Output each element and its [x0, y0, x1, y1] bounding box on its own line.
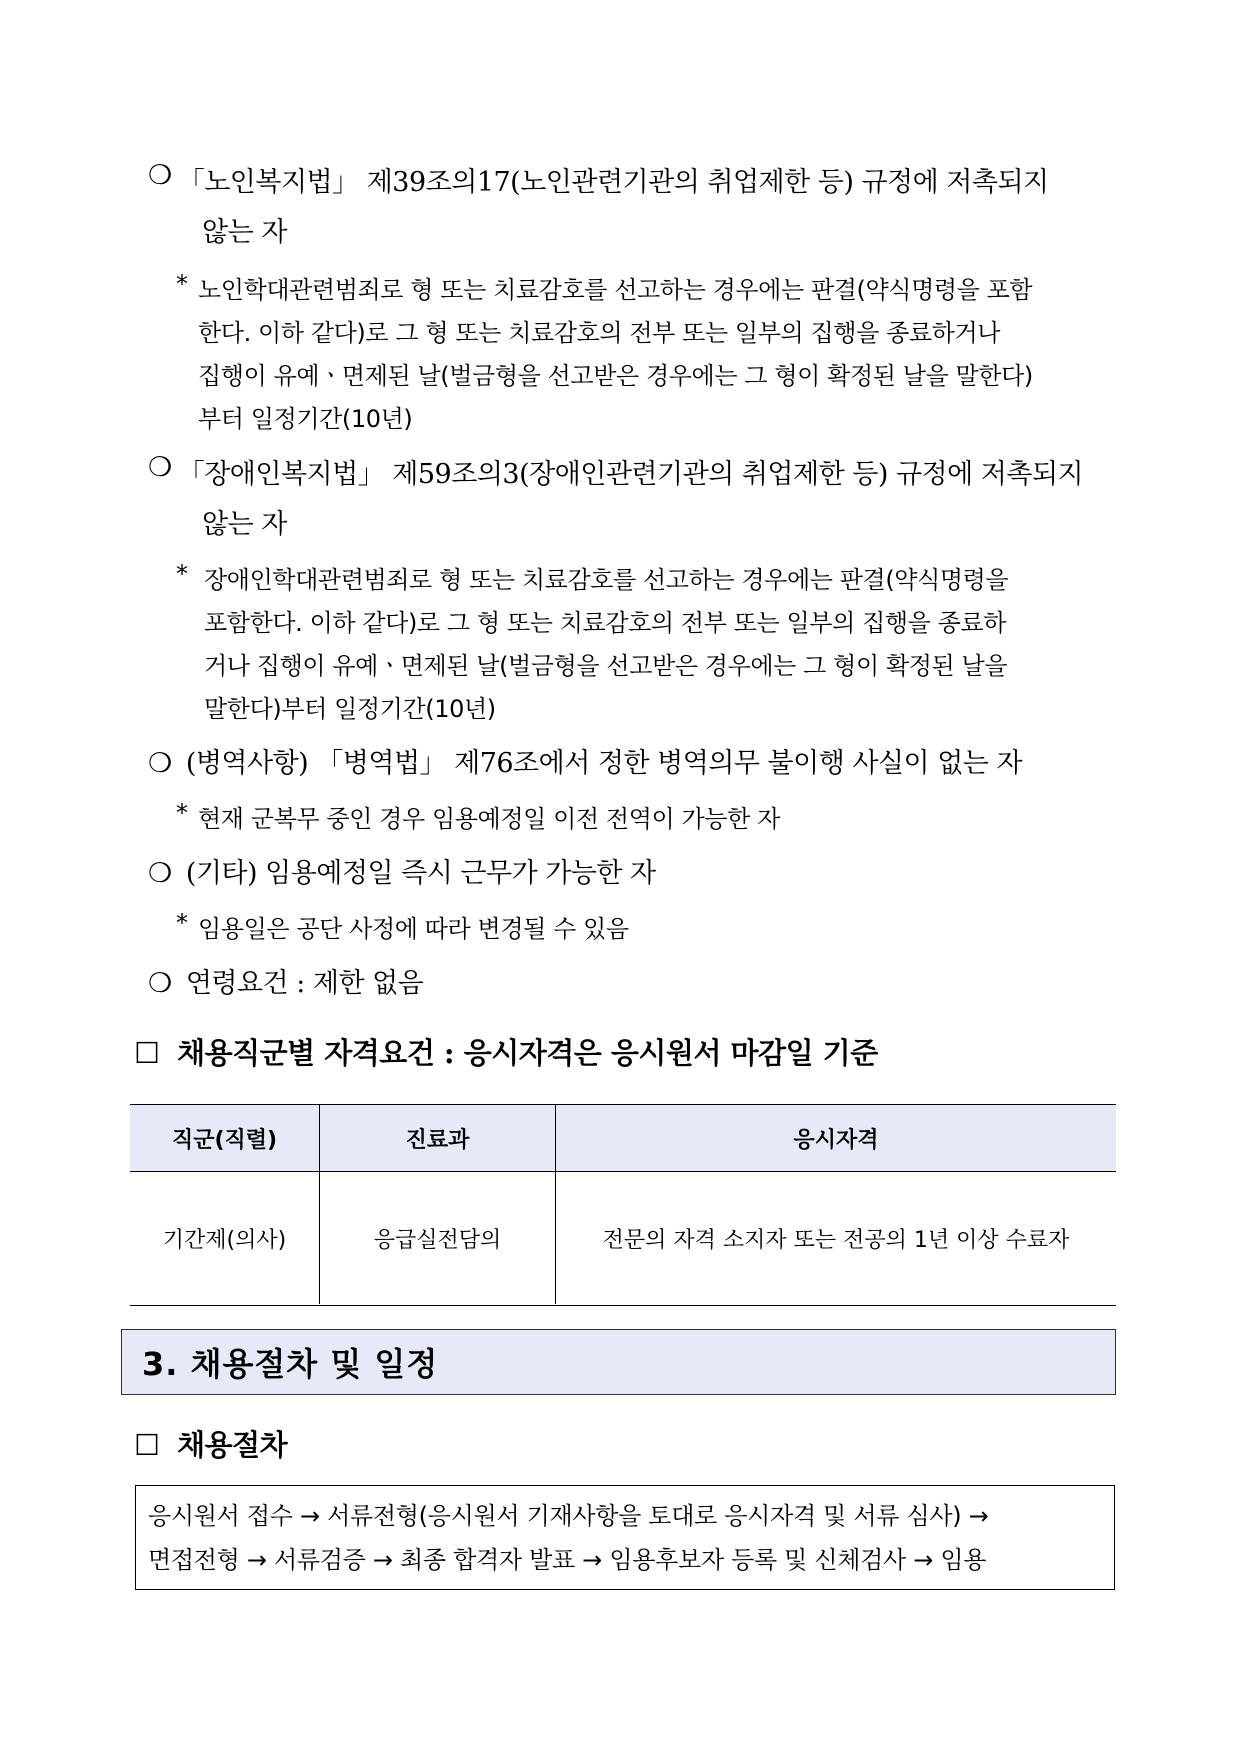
item-elderly-welfare-line1: ❍ 「노인복지법」 제39조의17(노인관련기관의 취업제한 등) 규정에 저촉되지: [148, 160, 1049, 198]
note-military: 현재 군복무 중인 경우 임용예정일 이전 전역이 가능한 자: [198, 805, 780, 833]
note-other: 임용일은 공단 사정에 따라 변경될 수 있음: [198, 915, 629, 943]
note-elderly-line2: 한다. 이하 같다)로 그 형 또는 치료감호의 전부 또는 일부의 집행을 종료하거나: [198, 319, 1001, 347]
note-disability-line2: 포함한다. 이하 같다)로 그 형 또는 치료감호의 전부 또는 일부의 집행을 종료하: [204, 609, 1007, 637]
section-title: 3. 채용절차 및 일정: [142, 1345, 439, 1383]
note-elderly-line3: 집행이 유예ㆍ면제된 날(벌금형을 선고받은 경우에는 그 형이 확정된 날을 말한다): [198, 362, 1033, 390]
item-age-requirement: ❍ 연령요건 : 제한 없음: [148, 968, 424, 999]
qualification-heading: ☐ 채용직군별 자격요건 : 응시자격은 응시원서 마감일 기준: [134, 1036, 878, 1070]
note-elderly-line4: 부터 일정기간(10년): [198, 405, 413, 433]
bullet-circle: ❍: [148, 160, 172, 191]
table-row: [130, 1172, 1116, 1304]
note-disability-line4: 말한다)부터 일정기간(10년): [204, 695, 496, 723]
table-header-cell: 응시자격: [793, 1127, 879, 1153]
qualification-table: [130, 1104, 1116, 1306]
bullet-circle: ❍: [148, 452, 172, 483]
table-header-cell: 직군(직렬): [130, 1105, 320, 1171]
bullet-circle: ❍: [148, 968, 172, 999]
note-mark: *: [176, 799, 188, 827]
checkbox-icon: ☐: [134, 1036, 160, 1070]
note-mark: *: [176, 909, 188, 937]
item-elderly-welfare-line2: 않는 자: [202, 217, 287, 248]
note-elderly-line1: 노인학대관련범죄로 형 또는 치료감호를 선고하는 경우에는 판결(약식명령을 포함: [198, 276, 1033, 304]
procedure-line: 면접전형 → 서류검증 → 최종 합격자 발표 → 임용후보자 등록 및 신체검사 → 임용: [148, 1546, 987, 1574]
table-cell: 응급실전담의: [320, 1172, 556, 1304]
procedure-box: [135, 1485, 1115, 1590]
table-cell: 기간제(의사): [130, 1172, 320, 1304]
table-header-row: [130, 1105, 1116, 1172]
note-disability-line3: 거나 집행이 유예ㆍ면제된 날(벌금형을 선고받은 경우에는 그 형이 확정된 날을: [204, 652, 1008, 680]
section-title-bar: [121, 1329, 1116, 1395]
table-cell: 전문의 자격 소지자 또는 전공의 1년 이상 수료자: [602, 1227, 1070, 1253]
item-military-service: ❍ (병역사항) 「병역법」 제76조에서 정한 병역의무 불이행 사실이 없는 자: [148, 748, 1023, 779]
item-disability-welfare-line2: 않는 자: [202, 509, 287, 540]
note-mark: *: [176, 270, 188, 298]
table-header-cell: 진료과: [320, 1105, 556, 1171]
checkbox-icon: ☐: [134, 1428, 160, 1462]
bullet-circle: ❍: [148, 858, 172, 889]
procedure-line: 응시원서 접수 → 서류전형(응시원서 기재사항을 토대로 응시자격 및 서류 심사) →: [148, 1502, 989, 1530]
item-disability-welfare-line1: ❍ 「장애인복지법」 제59조의3(장애인관련기관의 취업제한 등) 규정에 저촉되지: [148, 452, 1084, 490]
procedure-heading: ☐ 채용절차: [134, 1428, 288, 1462]
note-disability-line1: 장애인학대관련범죄로 형 또는 치료감호를 선고하는 경우에는 판결(약식명령을: [204, 566, 1009, 594]
item-other: ❍ (기타) 임용예정일 즉시 근무가 가능한 자: [148, 858, 656, 889]
bullet-circle: ❍: [148, 748, 172, 779]
note-mark: *: [176, 560, 188, 588]
